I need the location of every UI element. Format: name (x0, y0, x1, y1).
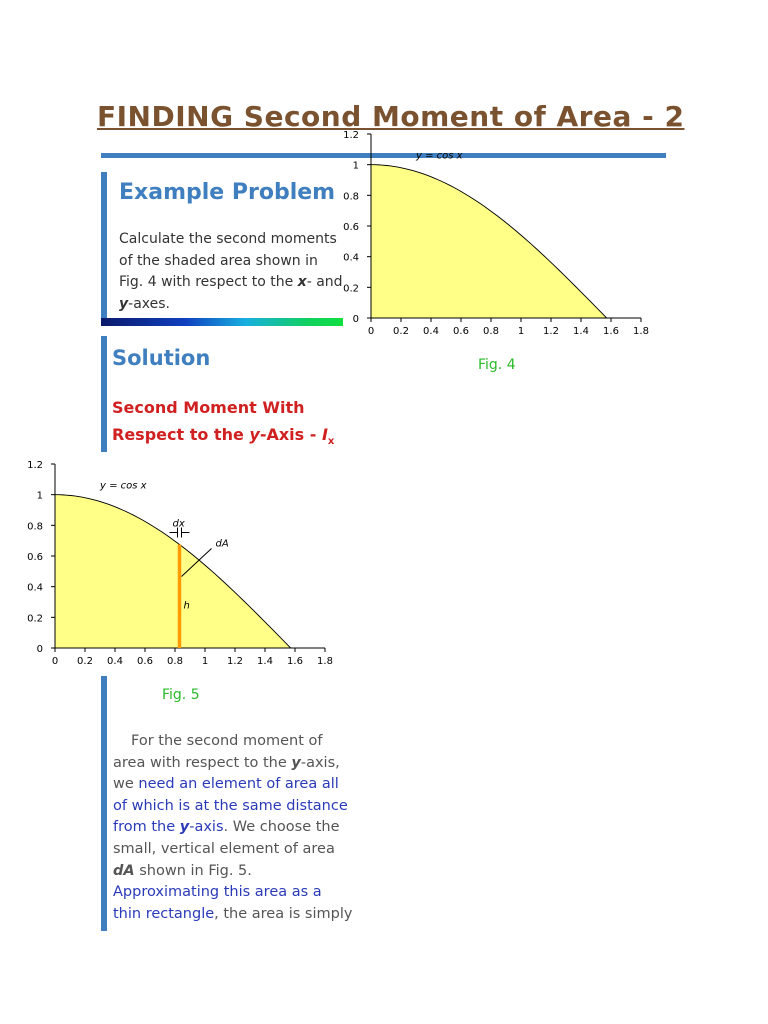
body-text-segment: . We choose the small, vertical element of area (113, 819, 340, 857)
fig5-x-tick-label: 0 (51, 656, 59, 667)
page-title: FINDING Second Moment of Area - 2 (97, 100, 685, 133)
fig5-curve-label: y = cos x (100, 480, 147, 492)
body-sidebar-bar (101, 676, 107, 931)
body-text-segment: Approximating this area as a thin rectangle (113, 884, 322, 922)
fig5-y-tick-label: 1 (36, 490, 43, 502)
fig5-x-tick-label: 1.8 (317, 656, 333, 667)
fig4-x-tick-label: 1.4 (573, 326, 589, 337)
fig5-y-tick-label: 1.2 (27, 460, 43, 471)
fig5-y-tick-label: 0.2 (27, 613, 43, 625)
body-text-segment: dA (113, 862, 135, 879)
fig5-x-tick-label: 0.8 (167, 656, 183, 667)
fig5-x-tick-label: 0.2 (77, 656, 93, 667)
gradient-divider (101, 318, 343, 326)
fig4-y-tick-label: 0.6 (343, 222, 359, 233)
fig5-x-tick-label: 1.6 (287, 656, 303, 667)
fig5-y-tick-label: 0.4 (27, 582, 43, 594)
example-text: Calculate the second moments of the shaded area shown in Fig. 4 with respect to the x- and y-axes. (119, 231, 343, 312)
fig4-y-tick-label: 0.8 (343, 191, 359, 203)
body-text-segment: -axis, we (113, 754, 340, 793)
fig4-y-tick-label: 0.4 (343, 252, 359, 264)
fig4-chart (343, 125, 663, 345)
fig5-y-tick-label: 0.8 (27, 521, 43, 533)
fig4-x-tick-label: 1.2 (543, 326, 559, 337)
fig4-shaded-area (371, 165, 607, 318)
example-sidebar-bar (101, 172, 107, 320)
solution-title: Solution (112, 346, 211, 370)
fig4-x-tick-label: 0.2 (393, 326, 409, 337)
fig5-h-label: h (183, 600, 190, 612)
body-text-segment: need an element of area all of which is at the same distance from the (113, 776, 348, 836)
fig5-x-tick-label: 1.2 (227, 656, 243, 667)
example-title: Example Problem (119, 180, 336, 205)
body-text-segment: For the second moment of area with respect to the (113, 733, 323, 771)
fig4-x-tick-label: 0.8 (483, 326, 499, 337)
fig5-x-tick-label: 1.4 (257, 656, 273, 667)
fig5-y-tick-label: 0 (36, 644, 43, 655)
fig5-x-tick-label: 1 (201, 656, 209, 667)
fig5-x-tick-label: 0.6 (137, 656, 153, 667)
fig4-label: Fig. 4 (478, 357, 516, 373)
fig4-y-tick-label: 0 (352, 314, 359, 325)
fig5-chart (20, 455, 345, 675)
body-text-segment: , the area is simply (214, 905, 353, 922)
body-paragraph (113, 731, 353, 925)
solution-sidebar-bar (101, 336, 107, 452)
fig4-y-tick-label: 1.2 (343, 130, 359, 141)
fig5-label: Fig. 5 (162, 687, 200, 703)
fig4-curve-label: y = cos x (416, 150, 463, 162)
fig4-x-tick-label: 1.6 (603, 326, 619, 337)
fig4-y-tick-label: 0.2 (343, 283, 359, 295)
fig4-x-tick-label: 0.4 (423, 326, 439, 337)
fig5-y-tick-label: 0.6 (27, 552, 43, 563)
fig5-dA-label: dA (215, 538, 229, 550)
fig4-x-tick-label: 1.8 (633, 326, 649, 337)
body-text-segment: y (291, 754, 301, 771)
fig5-x-tick-label: 0.4 (107, 656, 123, 667)
fig4-x-tick-label: 0 (367, 326, 375, 337)
fig4-y-tick-label: 1 (352, 160, 359, 172)
fig4-x-tick-label: 1 (517, 326, 525, 337)
fig5-dx-label: dx (172, 518, 185, 530)
body-text-segment: shown in Fig. 5. (134, 862, 252, 879)
body-text-segment: y (179, 819, 190, 836)
solution-subheading: Second Moment With Respect to the y-Axis - $I_x$ (112, 398, 335, 448)
fig4-x-tick-label: 0.6 (453, 326, 469, 337)
body-text-segment: -axis (189, 819, 224, 836)
